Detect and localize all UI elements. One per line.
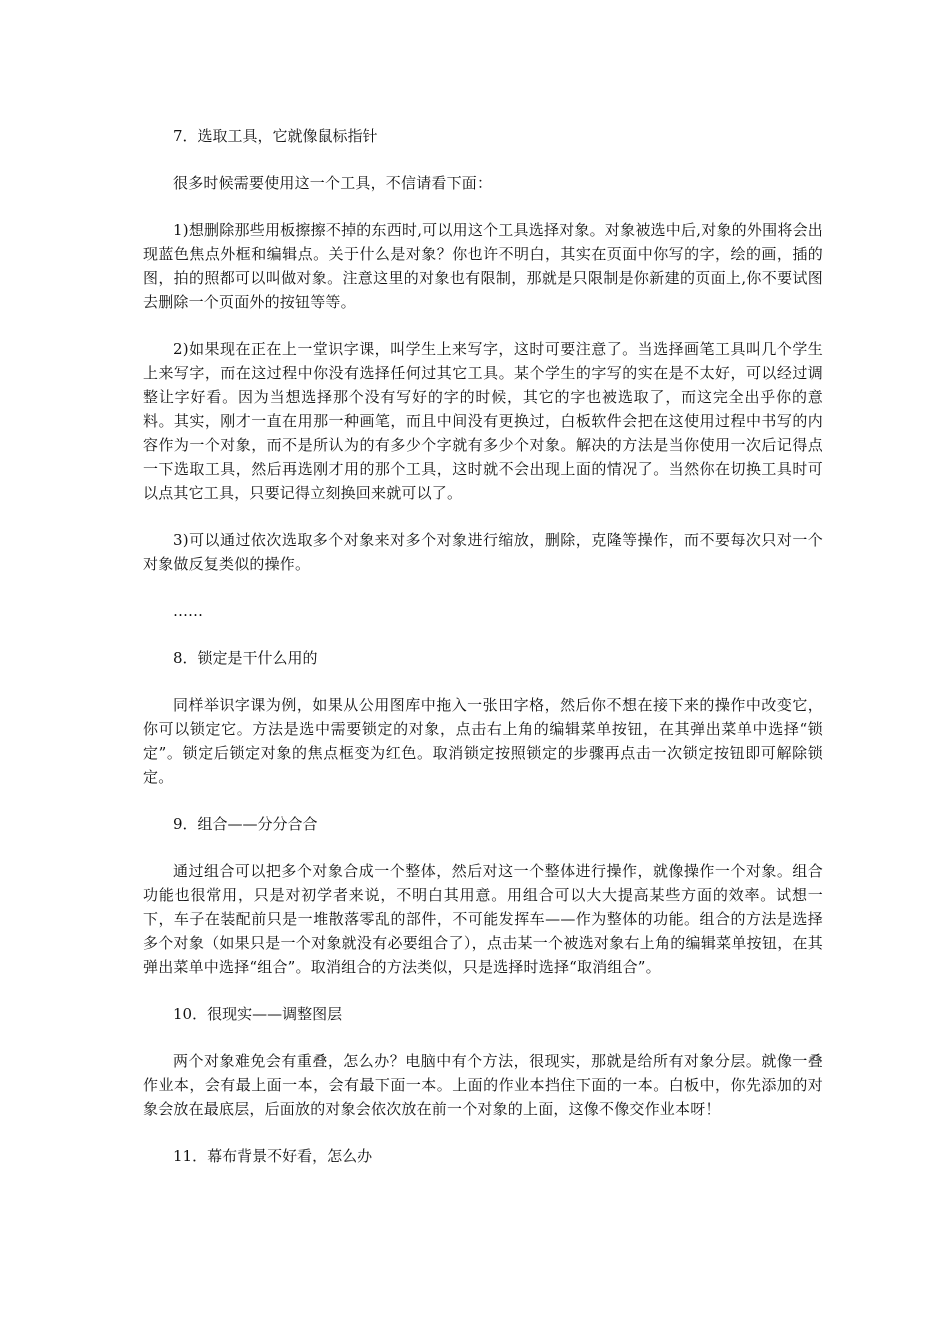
section-8-heading: 8．锁定是干什么用的 [173,649,318,667]
section-10-heading: 10．很现实——调整图层 [173,1005,343,1023]
section-7-paragraph-2: 2)如果现在正在上一堂识字课，叫学生上来写字，这时可要注意了。当选择画笔工具叫几个学生上来写字，而在这过程中你没有选择任何过其它工具。某个学生的字写的实在是不太好，可以经过调整让字好看。因为当想选择那个没有写好的字的时候，其它的字也被选取了，而这完全出乎你的意料。其实，刚才一直在用那一种画笔，而且中间没有更换过，白板软件会把在这使用过程中书写的内容作为一个对象，而不是所认为的有多少个字就有多少个对象。解决的方法是当你使用一次后记得点一下选取工具，然后再选刚才用的那个工具，这时就不会出现上面的情况了。当然你在切换工具时可以点其它工具，只要记得立刻换回来就可以了。 [143,340,823,502]
section-7-intro: 很多时候需要使用这一个工具，不信请看下面： [173,174,493,192]
section-9-paragraph-1: 通过组合可以把多个对象合成一个整体，然后对这一个整体进行操作，就像操作一个对象。组合功能也很常用，只是对初学者来说，不明白其用意。用组合可以大大提高某些方面的效率。试想一下，车子在装配前只是一堆散落零乱的部件，不可能发挥车——作为整体的功能。组合的方法是选择多个对象（如果只是一个对象就没有必要组合了），点击某一个被选对象右上角的编辑菜单按钮，在其弹出菜单中选择“组合”。取消组合的方法类似，只是选择时选择“取消组合”。 [143,862,823,976]
ellipsis: …… [173,602,203,620]
section-10-paragraph-1: 两个对象难免会有重叠，怎么办？电脑中有个方法，很现实，那就是给所有对象分层。就像一叠作业本，会有最上面一本，会有最下面一本。上面的作业本挡住下面的一本。白板中，你先添加的对象会放在最底层，后面放的对象会依次放在前一个对象的上面，这像不像交作业本呀！ [143,1052,823,1118]
document-body [143,124,823,1168]
section-7-paragraph-3: 3)可以通过依次选取多个对象来对多个对象进行缩放，删除，克隆等操作，而不要每次只对一个对象做反复类似的操作。 [143,531,823,573]
section-11-heading: 11．幕布背景不好看，怎么办 [173,1147,373,1165]
section-7-paragraph-1: 1)想删除那些用板擦擦不掉的东西时,可以用这个工具选择对象。对象被选中后,对象的外围将会出现蓝色焦点外框和编辑点。关于什么是对象？你也许不明白，其实在页面中你写的字，绘的画，插的图，拍的照都可以叫做对象。注意这里的对象也有限制，那就是只限制是你新建的页面上,你不要试图去删除一个页面外的按钮等等。 [143,221,823,311]
section-7-heading: 7．选取工具，它就像鼠标指针 [173,127,378,145]
section-8-paragraph-1: 同样举识字课为例，如果从公用图库中拖入一张田字格，然后你不想在接下来的操作中改变它，你可以锁定它。方法是选中需要锁定的对象，点击右上角的编辑菜单按钮，在其弹出菜单中选择“锁定”。锁定后锁定对象的焦点框变为红色。取消锁定按照锁定的步骤再点击一次锁定按钮即可解除锁定。 [143,696,823,786]
section-9-heading: 9．组合——分分合合 [173,815,318,833]
